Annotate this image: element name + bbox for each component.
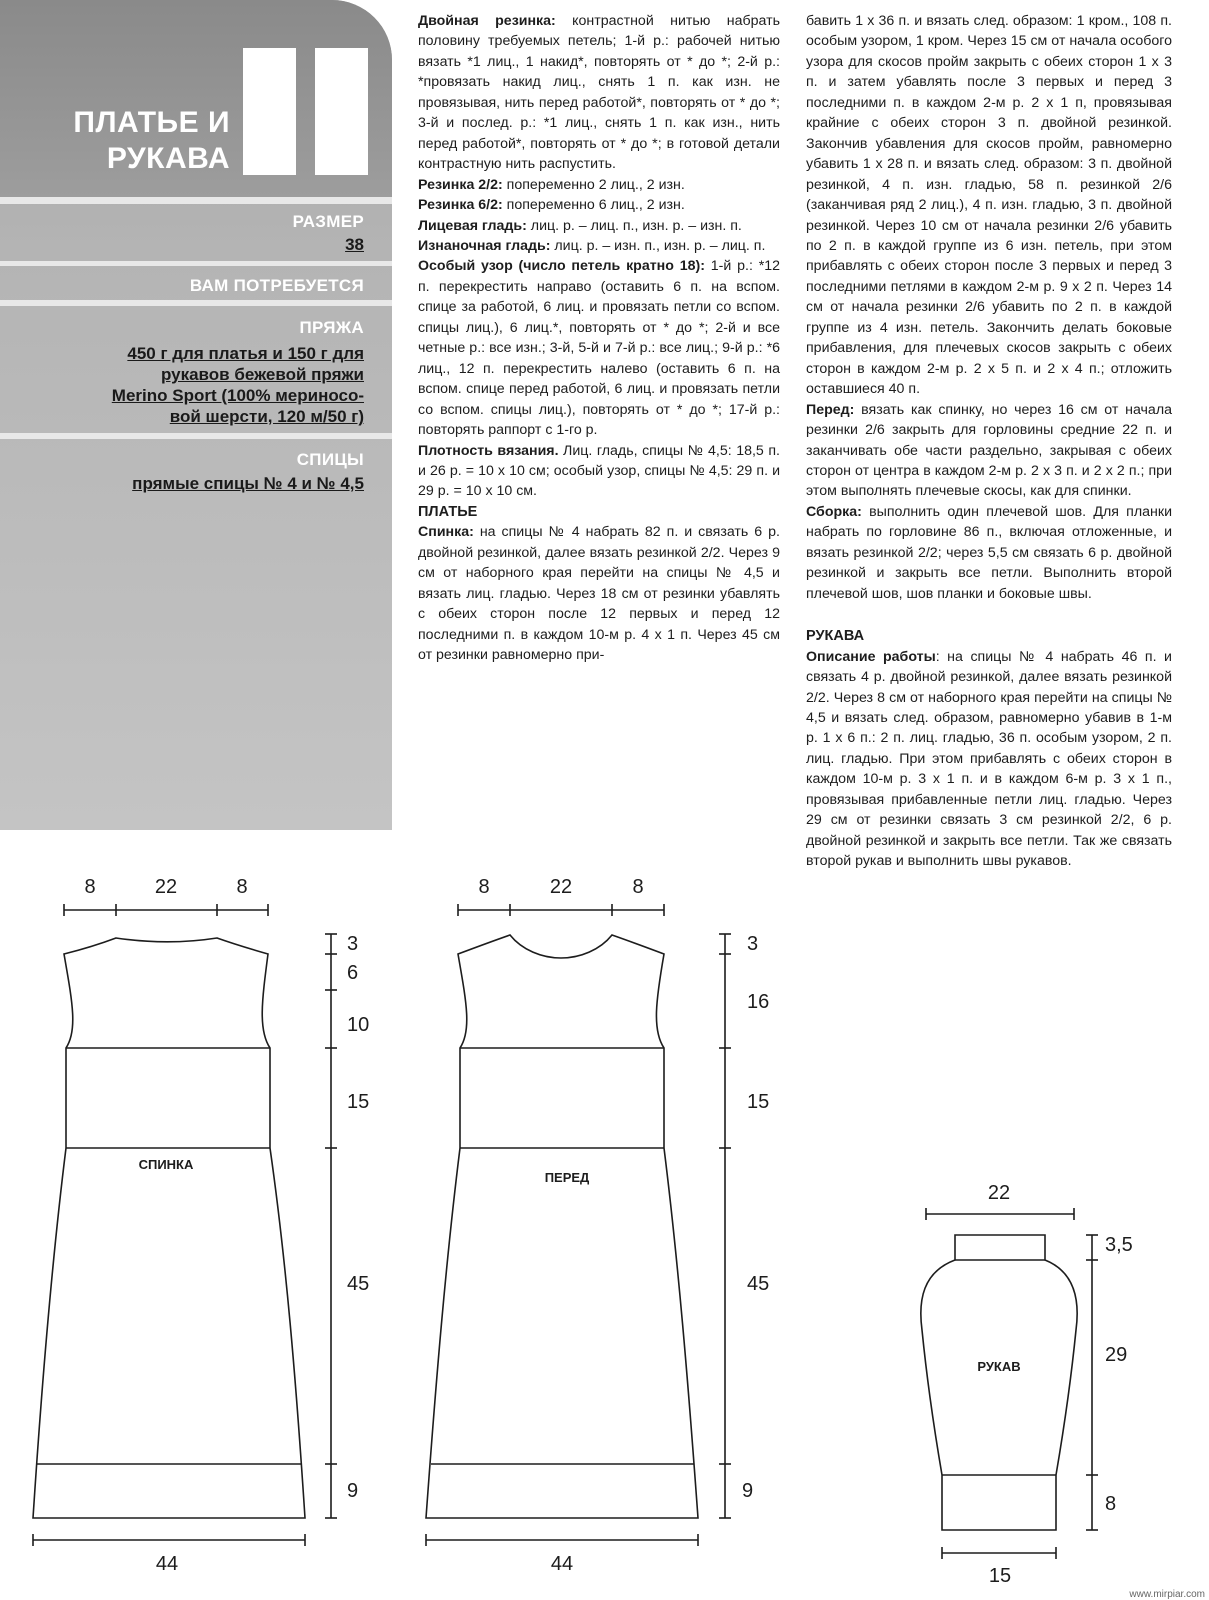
dim-label: 15: [988, 1565, 1012, 1587]
yarn-line: 450 г для платья и 150 г для: [127, 344, 364, 363]
size-label: РАЗМЕР: [292, 212, 364, 231]
paragraph-text: 1-й р.: *12 п. перекрестить направо (оставить 6 п. на вспом. спице за работой, 6 лиц. и провязать петли со вспом. спицы лиц.), 6 лиц.*, повторять от * до *; 2-й и все четные р.: все изн.; 3-й, 5-й и 7-й р.: все лиц.; 9-й р.: *6 лиц., 12 п. перекрестить налево (оставить 6 п. на вспом. спице перед работой, 6 лиц. и провязать петли со вспом. спицы лиц.), повторять от * до *; 17-й р.: повторять раппорт с 1-го р.: [418, 258, 780, 439]
dim-label: 3: [747, 933, 759, 955]
term-rib-2-2: Резинка 2/2:: [418, 176, 503, 193]
dim-label: 15: [347, 1091, 370, 1113]
term-reverse-stockinette: Изнаночная гладь:: [418, 237, 551, 254]
term-double-rib: Двойная резинка:: [418, 13, 556, 29]
dim-label: 3,5: [1105, 1234, 1133, 1256]
term-description: Описание работы: [806, 648, 936, 665]
paragraph-text: на спицы № 4 набрать 82 п. и связать 6 р. двойной резинкой, далее вязать резинкой 2/2. Через 9 см от наборного края перейти на спицы № 4,5 и вязать лиц. гладью. Через 18 см от резинки убавлять с обеих сторон после 12 первых и перед 12 последними п. в каждом 10-м р. 4 х 1 п. Через 45 см от резинки равномерно при-: [418, 524, 780, 664]
dim-label: 22: [154, 876, 178, 898]
title-line: РУКАВА: [106, 142, 230, 175]
paragraph-text: выполнить один плечевой шов. Для планки набрать по горловине 86 п., включая отложенные, и вязать резинкой 2/2; через 5,5 см связать 6 р. двойной резинкой и закрыть все петли. Выполнить второй плечевой шов, шов планки и боковые швы.: [806, 503, 1172, 602]
yarn-line: Merino Sport (100% мериносо-: [111, 386, 364, 405]
paragraph-text: вязать как спинку, но через 16 см от начала резинки 2/6 закрыть для горловины средние 22 п. и заканчивать обе части раздельно, закрывая с обеих сторон от центра в каждом 2-м р. 2 х 3 п. и 2 х 2 п.; при этом выполнять плечевые скосы, как для спинки.: [806, 401, 1172, 500]
term-front: Перед:: [806, 401, 855, 418]
front-schematic: [426, 904, 731, 1546]
dim-label: 9: [347, 1480, 359, 1502]
dim-label: 16: [747, 991, 770, 1013]
paragraph-text: лиц. р. – лиц. п., изн. р. – изн. п.: [526, 217, 742, 234]
dim-label: 8: [632, 876, 644, 898]
term-gauge: Плотность вязания.: [418, 442, 559, 459]
back-schematic: [33, 904, 337, 1546]
term-rib-6-2: Резинка 6/2:: [418, 197, 503, 214]
dim-label: 8: [1105, 1493, 1117, 1515]
dim-label: 44: [155, 1553, 179, 1575]
materials-label: ВАМ ПОТРЕБУЕТСЯ: [189, 276, 364, 295]
back-outline: [33, 938, 305, 1518]
dim-label: 9: [742, 1480, 754, 1502]
sleeve-schematic: [921, 1208, 1098, 1559]
watermark: www.mirpiar.com: [1129, 1589, 1205, 1600]
dim-label: 10: [347, 1014, 370, 1036]
term-assembly: Сборка:: [806, 503, 862, 520]
dim-label: 15: [747, 1091, 770, 1113]
title-line: ПЛАТЬЕ И: [73, 106, 230, 139]
yarn-label: ПРЯЖА: [299, 318, 364, 337]
dim-label: 45: [747, 1273, 770, 1295]
paragraph-text: контрастной нитью набрать половину требуемых петель; 1-й р.: рабочей нитью вязать *1 лиц., 1 накид*, повторять от * до *; 2-й р.: *провязать накид лиц., снять 1 п. как изн. не провязывая, нить перед работой*, повторять от * до *; 3-й и послед. р.: *1 лиц., снять 1 п. как изн., нить перед работой*, повторять от * до *; в готовой детали контрастную нить распустить.: [418, 13, 780, 173]
paragraph-text: бавить 1 х 36 п. и вязать след. образом: 1 кром., 108 п. особым узором, 1 кром. Через 15 см от начала особого узора для скосов пройм закрыть с обеих сторон 1 х 3 п. и затем убавлять после 3 первых и перед 3 последними п. в каждом 2-м р. 2 х 1 п, провязывая крайние с обеих сторон 3 п. двойной резинкой. Закончив убавления для скосов пройм, равномерно убавить 1 х 28 п. и вязать след. образом: 3 п. двойной резинкой, 4 п. изн. гладью, 58 п. резинкой 2/6 (заканчивая ряд 2 лиц.), 4 п. изн. гладью, 3 п. двойной резинкой. Через 10 см от начала резинки 2/6 убавить по 2 п. в каждой группе из 6 изн. петель, при этом прибавлять с обеих сторон после 3 первых и перед 3 последними петлями в каждом 2-м р. 9 х 2 п. Через 14 см от начала резинки 2/6 убавить по 2 п. в каждой группе из 4 изн. петель. Закончить делать боковые прибавления, для плечевых скосов закрыть с обеих сторон в каждом 2-м р. 2 х 5 п. и 2 х 4 п.; отложить оставшиеся 40 п.: [806, 13, 1172, 398]
dim-label: 8: [84, 876, 96, 898]
dim-label: 29: [1105, 1344, 1128, 1366]
term-back: Спинка:: [418, 524, 474, 541]
term-stockinette: Лицевая гладь:: [418, 217, 527, 234]
needles-label: СПИЦЫ: [296, 450, 364, 469]
section-heading-sleeves: РУКАВА: [806, 628, 865, 645]
sleeve-label: РУКАВ: [977, 1359, 1021, 1374]
dim-label: 22: [549, 876, 573, 898]
needles-value: прямые спицы № 4 и № 4,5: [132, 474, 364, 493]
sleeve-outline: [921, 1235, 1077, 1530]
back-label: СПИНКА: [138, 1157, 194, 1172]
front-label: ПЕРЕД: [544, 1170, 590, 1185]
paragraph-text: попеременно 6 лиц., 2 изн.: [502, 197, 685, 214]
dim-label: 45: [347, 1273, 370, 1295]
paragraph-text: попеременно 2 лиц., 2 изн.: [502, 176, 685, 193]
front-outline: [426, 935, 698, 1518]
yarn-line: вой шерсти, 120 м/50 г): [169, 407, 364, 426]
size-value: 38: [345, 235, 364, 254]
term-special-pattern: Особый узор (число петель кратно 18):: [418, 258, 705, 275]
dim-label: 44: [550, 1553, 574, 1575]
dim-label: 3: [347, 933, 359, 955]
dim-label: 8: [478, 876, 490, 898]
dim-label: 22: [987, 1182, 1011, 1204]
section-heading-dress: ПЛАТЬЕ: [418, 503, 478, 520]
dim-label: 8: [236, 876, 248, 898]
paragraph-text: Лиц. гладь, спицы № 4,5: 18,5 п. и 26 р. = 10 х 10 см; особый узор, спицы № 4,5: 29 п. и 29 р. = 10 х 10 см.: [418, 442, 780, 500]
yarn-line: рукавов бежевой пряжи: [160, 365, 364, 384]
paragraph-text: : на спицы № 4 набрать 46 п. и связать 4 р. двойной резинкой, далее вязать резинкой 2/2. Через 8 см от наборного края перейти на спицы № 4,5 и вязать след. образом, равномерно убавив в 1-м р. 1 х 6 п.: 2 п. лиц. гладью, 36 п. особым узором, 2 п. лиц. гладью. При этом прибавлять с обеих сторон в каждом 10-м р. 3 х 1 п. и в каждом 6-м р. 3 х 1 п., провязывая прибавленные петли лиц. гладью. Через 29 см от резинки связать 3 см резинкой 2/2, 6 р. двойной резинкой и закрыть все петли. Так же связать второй рукав и выполнить швы рукавов.: [806, 648, 1172, 870]
paragraph-text: лиц. р. – изн. п., изн. р. – лиц. п.: [550, 237, 766, 254]
dim-label: 6: [347, 962, 359, 984]
